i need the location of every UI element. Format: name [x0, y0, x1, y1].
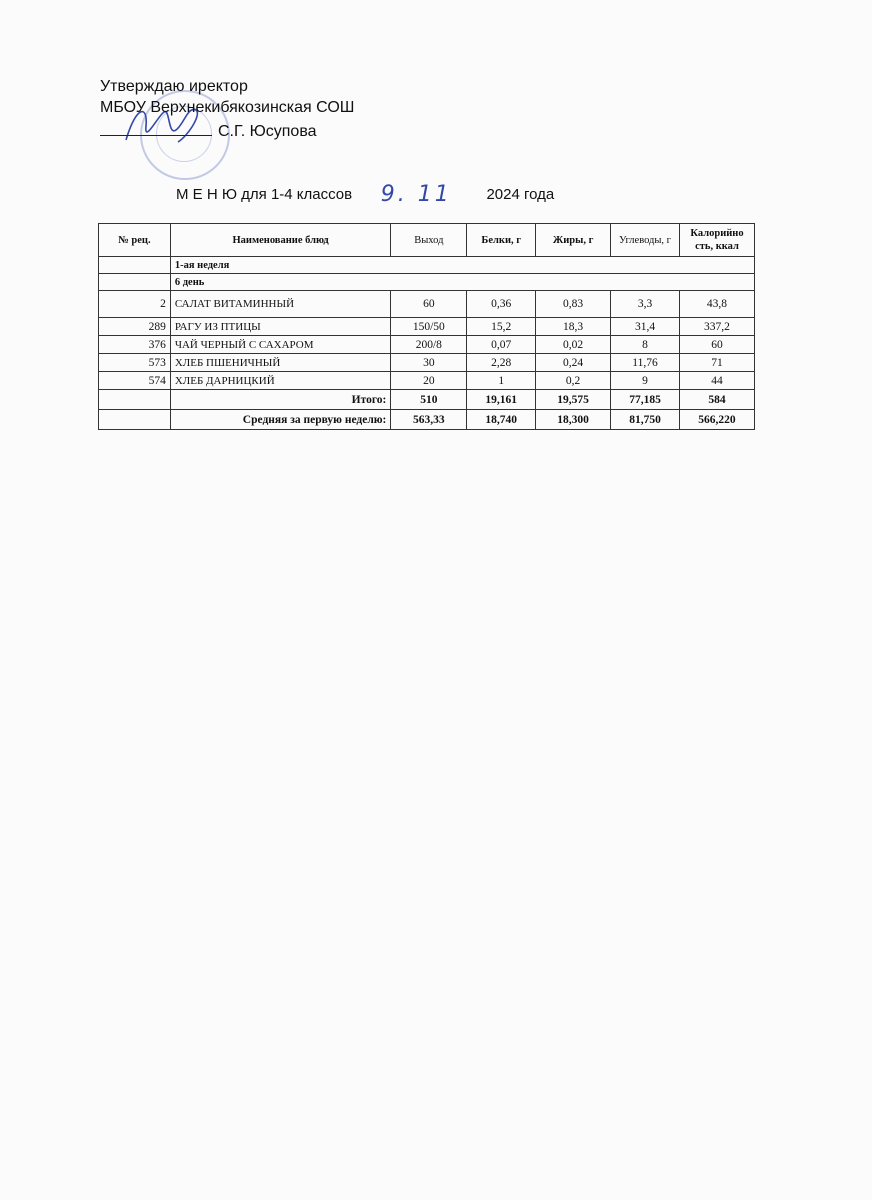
dish-carbs: 3,3 [611, 291, 680, 318]
menu-title-prefix: М Е Н Ю для 1-4 классов [176, 186, 353, 203]
col-header-protein: Белки, г [467, 224, 536, 257]
average-fat: 18,300 [536, 410, 611, 430]
col-header-carbs: Углеводы, г [611, 224, 680, 257]
total-output: 510 [391, 390, 467, 410]
table-row [99, 336, 755, 354]
col-header-calories: Калорийно сть, ккал [679, 224, 754, 257]
total-carbs: 77,185 [611, 390, 680, 410]
recipe-number: 376 [99, 336, 171, 354]
average-label: Средняя за первую неделю: [170, 410, 391, 430]
total-protein: 19,161 [467, 390, 536, 410]
dish-output: 20 [391, 372, 467, 390]
average-protein: 18,740 [467, 410, 536, 430]
dish-carbs: 11,76 [611, 354, 680, 372]
dish-fat: 0,24 [536, 354, 611, 372]
dish-name: ЧАЙ ЧЕРНЫЙ С САХАРОМ [170, 336, 391, 354]
dish-protein: 1 [467, 372, 536, 390]
col-header-fat: Жиры, г [536, 224, 611, 257]
dish-protein: 0,36 [467, 291, 536, 318]
recipe-number: 573 [99, 354, 171, 372]
average-carbs: 81,750 [611, 410, 680, 430]
dish-output: 150/50 [391, 318, 467, 336]
dish-name: САЛАТ ВИТАМИННЫЙ [170, 291, 391, 318]
approval-line-1: Утверждаю иректор [100, 78, 248, 95]
menu-date: 9. 11 [380, 182, 452, 207]
table-row [99, 372, 755, 390]
col-header-output: Выход [391, 224, 467, 257]
col-header-recipe: № рец. [99, 224, 171, 257]
approval-block [100, 76, 355, 140]
table-row [99, 291, 755, 318]
dish-output: 60 [391, 291, 467, 318]
dish-carbs: 31,4 [611, 318, 680, 336]
dish-calories: 337,2 [679, 318, 754, 336]
recipe-number: 574 [99, 372, 171, 390]
menu-title [176, 180, 554, 205]
total-row [99, 390, 755, 410]
approval-line-3 [100, 121, 330, 142]
dish-fat: 0,83 [536, 291, 611, 318]
dish-calories: 43,8 [679, 291, 754, 318]
dish-output: 200/8 [391, 336, 467, 354]
signature-line [100, 135, 212, 136]
dish-carbs: 8 [611, 336, 680, 354]
recipe-number: 289 [99, 318, 171, 336]
average-row [99, 410, 755, 430]
total-calories: 584 [679, 390, 754, 410]
day-label: 6 день [170, 274, 754, 291]
menu-year: 2024 года [486, 186, 555, 203]
dish-protein: 15,2 [467, 318, 536, 336]
average-calories: 566,220 [679, 410, 754, 430]
dish-protein: 0,07 [467, 336, 536, 354]
dish-name: РАГУ ИЗ ПТИЦЫ [170, 318, 391, 336]
col-header-dish: Наименование блюд [170, 224, 391, 257]
dish-fat: 0,02 [536, 336, 611, 354]
total-label: Итого: [170, 390, 391, 410]
dish-name: ХЛЕБ ДАРНИЦКИЙ [170, 372, 391, 390]
dish-carbs: 9 [611, 372, 680, 390]
dish-fat: 18,3 [536, 318, 611, 336]
approval-line-2: МБОУ Верхнекибякозинская СОШ [100, 99, 355, 116]
dish-calories: 71 [679, 354, 754, 372]
week-row [99, 257, 755, 274]
average-output: 563,33 [391, 410, 467, 430]
week-label: 1-ая неделя [170, 257, 754, 274]
dish-calories: 60 [679, 336, 754, 354]
dish-fat: 0,2 [536, 372, 611, 390]
dish-output: 30 [391, 354, 467, 372]
dish-protein: 2,28 [467, 354, 536, 372]
director-name: С.Г. Юсупова [218, 123, 317, 140]
dish-name: ХЛЕБ ПШЕНИЧНЫЙ [170, 354, 391, 372]
table-row [99, 318, 755, 336]
total-fat: 19,575 [536, 390, 611, 410]
table-header-row [99, 224, 755, 257]
table-row [99, 354, 755, 372]
dish-calories: 44 [679, 372, 754, 390]
recipe-number: 2 [99, 291, 171, 318]
menu-table [98, 223, 755, 430]
day-row [99, 274, 755, 291]
